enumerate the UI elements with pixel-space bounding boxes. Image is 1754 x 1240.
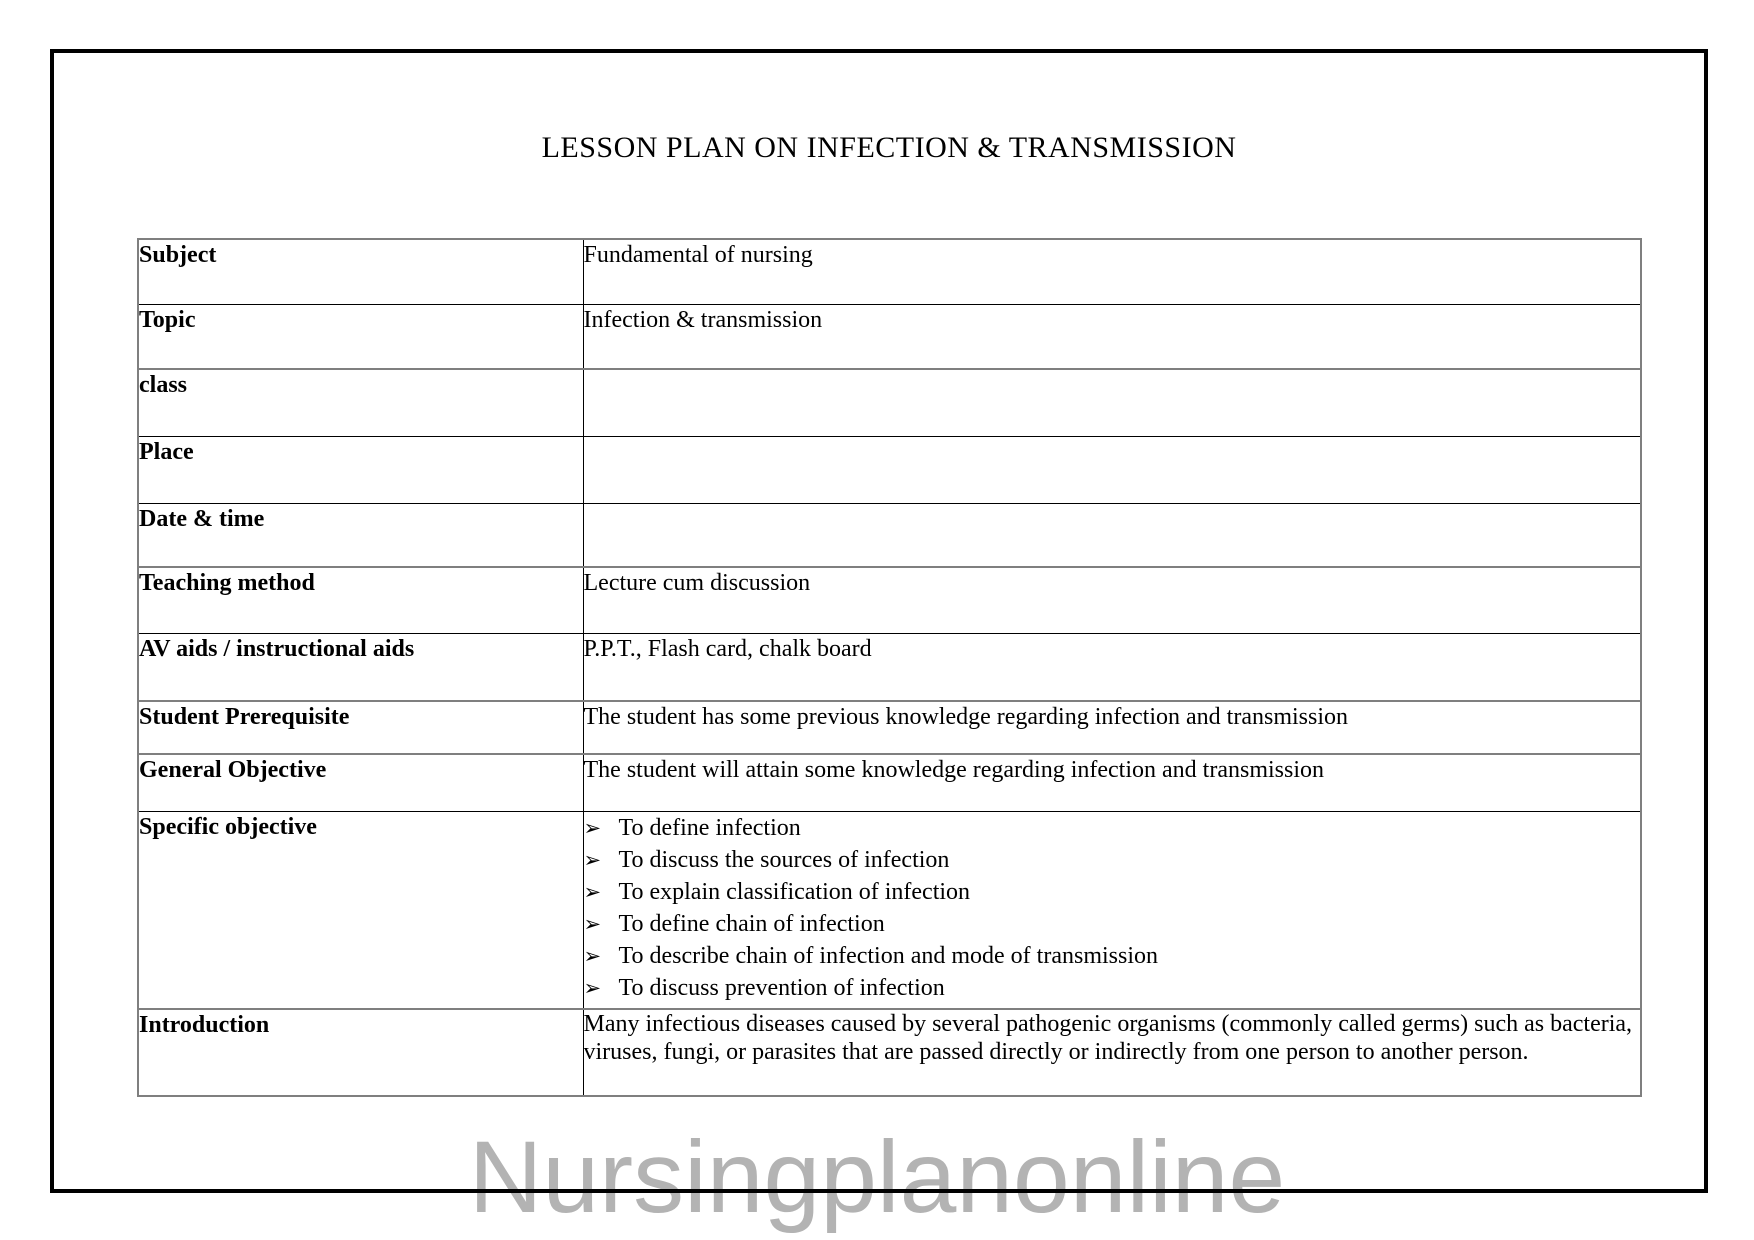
row-value bbox=[583, 503, 1641, 567]
page-title: LESSON PLAN ON INFECTION & TRANSMISSION bbox=[541, 131, 1237, 164]
table-row-introduction bbox=[138, 1009, 1641, 1096]
list-item bbox=[584, 844, 1641, 876]
table-row-place bbox=[138, 436, 1641, 503]
arrow-bullet-icon: ➢ bbox=[583, 911, 602, 936]
row-label: Introduction bbox=[138, 1009, 583, 1096]
list-item bbox=[584, 940, 1641, 972]
watermark: Nursingplanonline bbox=[468, 1120, 1286, 1234]
table-row-teaching-method bbox=[138, 567, 1641, 633]
row-value: Infection & transmission bbox=[583, 304, 1641, 369]
table-row-subject bbox=[138, 239, 1641, 304]
arrow-bullet-icon: ➢ bbox=[583, 847, 602, 872]
list-item bbox=[584, 876, 1641, 908]
row-label: General Objective bbox=[138, 754, 583, 811]
row-value: P.P.T., Flash card, chalk board bbox=[583, 633, 1641, 701]
row-label: Specific objective bbox=[138, 811, 583, 1009]
row-value bbox=[583, 436, 1641, 503]
row-label: Student Prerequisite bbox=[138, 701, 583, 754]
objective-text: To define chain of infection bbox=[618, 910, 885, 937]
objective-text: To define infection bbox=[618, 814, 801, 841]
row-value bbox=[583, 369, 1641, 436]
objective-text: To discuss the sources of infection bbox=[618, 846, 950, 873]
row-label: Date & time bbox=[138, 503, 583, 567]
row-label: AV aids / instructional aids bbox=[138, 633, 583, 701]
arrow-bullet-icon: ➢ bbox=[583, 815, 602, 840]
table-row-topic bbox=[138, 304, 1641, 369]
list-item bbox=[584, 812, 1641, 844]
objective-text: To explain classification of infection bbox=[618, 878, 971, 905]
arrow-bullet-icon: ➢ bbox=[583, 943, 602, 968]
row-value: Fundamental of nursing bbox=[583, 239, 1641, 304]
row-value: Many infectious diseases caused by several pathogenic organisms (commonly called germs) such as bacteria, viruses, fungi, or parasites that are passed directly or indirectly from one person to another person. bbox=[583, 1009, 1641, 1096]
table-row-general-objective bbox=[138, 754, 1641, 811]
arrow-bullet-icon: ➢ bbox=[583, 879, 602, 904]
row-label: Teaching method bbox=[138, 567, 583, 633]
table-row-specific-objective bbox=[138, 811, 1641, 1009]
objective-text: To discuss prevention of infection bbox=[618, 974, 945, 1001]
row-value: The student will attain some knowledge regarding infection and transmission bbox=[583, 754, 1641, 811]
arrow-bullet-icon: ➢ bbox=[583, 975, 602, 1000]
list-item bbox=[584, 972, 1641, 1004]
table-row-student-prerequisite bbox=[138, 701, 1641, 754]
table-row-date-time bbox=[138, 503, 1641, 567]
row-value: Lecture cum discussion bbox=[583, 567, 1641, 633]
table-row-class bbox=[138, 369, 1641, 436]
table-row-av-aids bbox=[138, 633, 1641, 701]
objective-text: To describe chain of infection and mode of transmission bbox=[618, 942, 1159, 969]
row-label: Subject bbox=[138, 239, 583, 304]
row-value: The student has some previous knowledge regarding infection and transmission bbox=[583, 701, 1641, 754]
row-label: class bbox=[138, 369, 583, 436]
row-label: Place bbox=[138, 436, 583, 503]
list-item bbox=[584, 908, 1641, 940]
lesson-plan-table bbox=[137, 238, 1642, 1097]
specific-objectives-list bbox=[583, 811, 1641, 1009]
row-label: Topic bbox=[138, 304, 583, 369]
